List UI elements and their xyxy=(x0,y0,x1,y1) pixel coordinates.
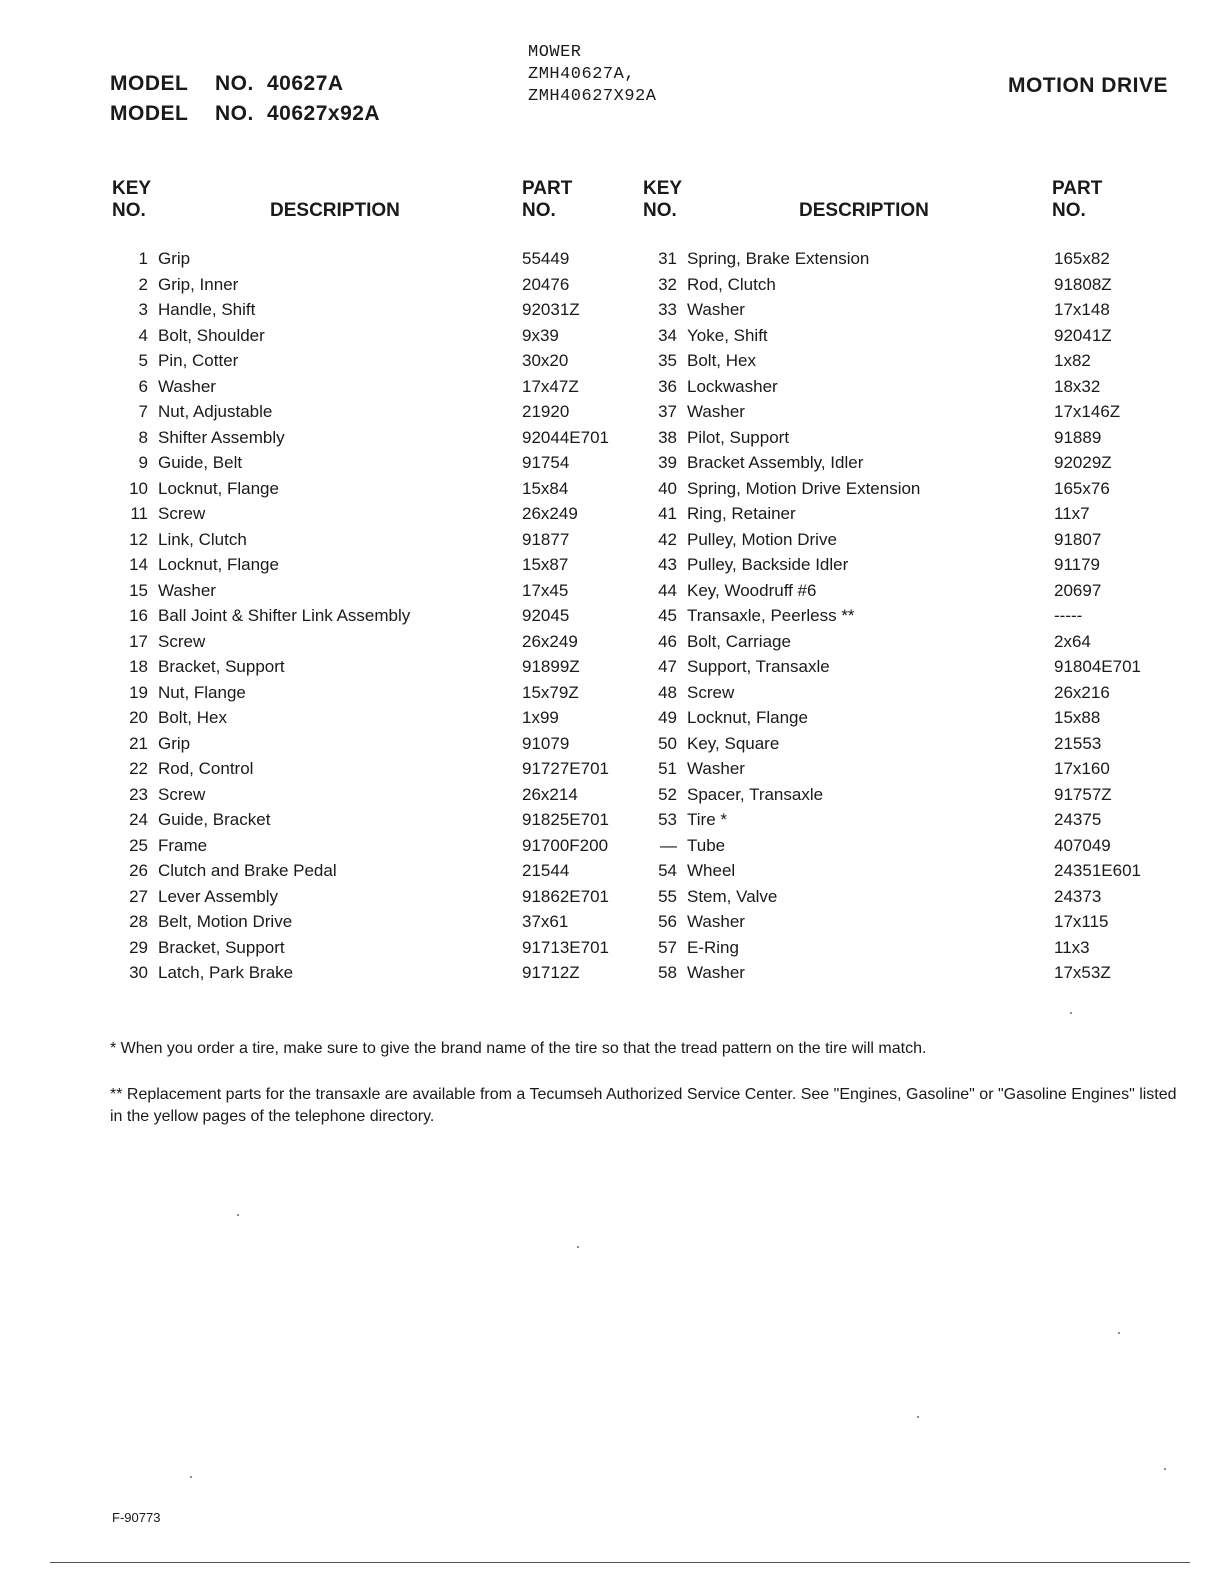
key-number: 12 xyxy=(129,529,148,549)
scan-speck xyxy=(917,1416,919,1418)
part-description: Pulley, Backside Idler xyxy=(687,555,849,574)
table-row xyxy=(110,323,630,349)
part-description: Link, Clutch xyxy=(158,529,247,549)
table-row xyxy=(640,629,1180,655)
part-description: Washer xyxy=(158,580,216,600)
key-number: 49 xyxy=(658,708,677,727)
part-description: E-Ring xyxy=(687,937,739,957)
key-number: 43 xyxy=(658,555,677,574)
table-row xyxy=(640,680,1180,706)
key-number: 53 xyxy=(658,810,677,829)
part-number: 11x7 xyxy=(1054,504,1090,523)
part-number: 17x53Z xyxy=(1054,963,1111,982)
part-description: Bolt, Shoulder xyxy=(158,325,265,345)
key-number: 15 xyxy=(129,580,148,600)
table-row xyxy=(110,374,630,400)
part-number: 91757Z xyxy=(1054,784,1112,804)
part-description: Screw xyxy=(158,631,206,651)
part-description: Belt, Motion Drive xyxy=(158,912,293,931)
note-transaxle: ** Replacement parts for the transaxle are available from a Tecumseh Authorized Service Center. See "Engines, Gasoline" or "Gasoline Engines" listed in the yellow pages of the telephone directory. xyxy=(110,1086,1177,1125)
key-number: 4 xyxy=(138,325,148,345)
part-number: 91899Z xyxy=(522,657,580,676)
table-row xyxy=(640,578,1180,604)
part-description: Lockwasher xyxy=(687,376,778,396)
part-number: 17x115 xyxy=(1054,912,1109,931)
part-number: 92045 xyxy=(522,606,570,625)
part-number: 91825E701 xyxy=(522,810,609,829)
part-description: Bolt, Hex xyxy=(687,351,756,370)
key-number: 52 xyxy=(658,784,677,804)
table-row xyxy=(110,348,630,374)
table-row xyxy=(110,807,630,833)
part-description: Locknut, Flange xyxy=(687,708,808,727)
key-number: 10 xyxy=(129,478,148,498)
col-header-description-left: DESCRIPTION xyxy=(270,200,400,221)
key-number: 31 xyxy=(658,249,677,268)
key-number: 17 xyxy=(129,631,148,651)
part-description: Screw xyxy=(687,682,735,702)
part-description: Pin, Cotter xyxy=(158,351,239,370)
model-no-label: NO. xyxy=(215,102,254,125)
part-description: Grip xyxy=(158,249,191,268)
key-number: 1 xyxy=(138,249,148,268)
table-row xyxy=(640,909,1180,935)
key-number: 55 xyxy=(658,886,677,906)
part-description: Nut, Flange xyxy=(158,682,246,702)
table-row xyxy=(110,782,630,808)
part-number: 91700F200 xyxy=(522,835,609,855)
note-tire: * When you order a tire, make sure to give the brand name of the tire so that the tread pattern on the tire will match. xyxy=(110,1040,927,1057)
key-number: 19 xyxy=(129,682,148,702)
table-row xyxy=(110,272,630,298)
table-row xyxy=(640,833,1180,859)
table-row xyxy=(640,246,1180,272)
key-number: 2 xyxy=(138,274,148,294)
part-number: 1x82 xyxy=(1054,351,1091,370)
part-description: Yoke, Shift xyxy=(687,325,768,345)
part-number: 21553 xyxy=(1054,733,1102,753)
part-number: 24351E601 xyxy=(1054,861,1141,880)
part-number: 91713E701 xyxy=(522,937,609,957)
part-description: Spacer, Transaxle xyxy=(687,784,824,804)
part-description: Locknut, Flange xyxy=(158,555,279,574)
part-description: Bolt, Hex xyxy=(158,708,227,727)
part-number: 2x64 xyxy=(1054,631,1091,651)
table-row xyxy=(640,399,1180,425)
key-number: 44 xyxy=(658,580,677,600)
table-row xyxy=(640,705,1180,731)
part-description: Guide, Belt xyxy=(158,453,243,472)
part-number: 91079 xyxy=(522,733,570,753)
key-number: 40 xyxy=(658,478,677,498)
part-number: 91754 xyxy=(522,453,570,472)
part-number: 91877 xyxy=(522,529,570,549)
model-number: 40627x92A xyxy=(267,102,381,125)
part-description: Frame xyxy=(158,835,208,855)
section-title: MOTION DRIVE xyxy=(1007,74,1168,97)
part-description: Spring, Brake Extension xyxy=(687,249,870,268)
part-description: Bracket, Support xyxy=(158,657,285,676)
table-row xyxy=(640,756,1180,782)
table-row xyxy=(110,960,630,986)
table-row xyxy=(640,323,1180,349)
key-number: 16 xyxy=(129,606,148,625)
parts-list-left xyxy=(110,246,630,986)
scan-speck xyxy=(1118,1332,1120,1334)
table-row xyxy=(110,297,630,323)
table-row xyxy=(110,246,630,272)
part-description: Grip xyxy=(158,733,191,753)
key-number: — xyxy=(660,835,677,855)
table-row xyxy=(110,527,630,553)
typed-line-model-2: ZMH40627X92A xyxy=(528,87,657,106)
part-number: 91862E701 xyxy=(522,886,609,906)
part-description: Rod, Clutch xyxy=(687,274,776,294)
part-number: 17x45 xyxy=(522,580,569,600)
table-row xyxy=(640,807,1180,833)
model-number: 40627A xyxy=(267,72,344,95)
part-description: Ball Joint & Shifter Link Assembly xyxy=(158,606,411,625)
typed-line-mower: MOWER xyxy=(528,43,582,62)
part-number: 91889 xyxy=(1054,427,1102,447)
part-description: Ring, Retainer xyxy=(687,504,796,523)
part-number: 15x87 xyxy=(522,555,569,574)
part-number: 91179 xyxy=(1054,555,1101,574)
part-number: 9x39 xyxy=(522,325,559,345)
table-row xyxy=(640,858,1180,884)
part-number: 92041Z xyxy=(1054,325,1112,345)
table-row xyxy=(640,297,1180,323)
part-description: Latch, Park Brake xyxy=(158,963,294,982)
key-number: 23 xyxy=(129,784,148,804)
part-number: 24375 xyxy=(1054,810,1102,829)
table-row xyxy=(640,348,1180,374)
key-number: 18 xyxy=(129,657,148,676)
model-label: MODEL xyxy=(110,102,189,125)
typed-line-model-1: ZMH40627A, xyxy=(528,65,636,84)
col-header-key-right: KEY NO. xyxy=(643,178,683,221)
part-number: 21544 xyxy=(522,861,570,880)
key-number: 41 xyxy=(658,504,677,523)
table-row xyxy=(640,782,1180,808)
part-description: Stem, Valve xyxy=(687,886,778,906)
part-number: 17x146Z xyxy=(1054,402,1121,421)
part-description: Tire * xyxy=(687,810,727,829)
table-row xyxy=(110,629,630,655)
form-number: F-90773 xyxy=(112,1510,161,1525)
key-number: 27 xyxy=(129,886,148,906)
key-number: 25 xyxy=(129,835,148,855)
key-number: 7 xyxy=(138,402,148,421)
part-number: ----- xyxy=(1054,606,1083,625)
part-number: 37x61 xyxy=(522,912,569,931)
key-number: 37 xyxy=(658,402,677,421)
model-label: MODEL xyxy=(110,72,189,95)
part-description: Screw xyxy=(158,784,206,804)
key-number: 24 xyxy=(129,810,148,829)
part-number: 24373 xyxy=(1054,886,1102,906)
part-number: 92029Z xyxy=(1054,453,1112,472)
part-description: Grip, Inner xyxy=(158,274,239,294)
table-row xyxy=(640,960,1180,986)
part-description: Bracket, Support xyxy=(158,937,285,957)
part-number: 91727E701 xyxy=(522,759,609,778)
part-number: 20476 xyxy=(522,274,570,294)
table-row xyxy=(110,680,630,706)
part-description: Support, Transaxle xyxy=(687,657,830,676)
table-row xyxy=(640,272,1180,298)
table-row xyxy=(110,552,630,578)
part-number: 1x99 xyxy=(522,708,559,727)
table-row xyxy=(110,833,630,859)
key-number: 9 xyxy=(138,453,148,472)
key-number: 36 xyxy=(658,376,677,396)
key-number: 35 xyxy=(658,351,677,370)
key-number: 21 xyxy=(129,733,148,753)
part-description: Washer xyxy=(158,376,216,396)
table-row xyxy=(110,501,630,527)
table-row xyxy=(640,450,1180,476)
part-number: 91807 xyxy=(1054,529,1102,549)
model-line-1 xyxy=(110,72,344,96)
part-number: 91804E701 xyxy=(1054,657,1141,676)
table-row xyxy=(110,399,630,425)
key-number: 5 xyxy=(138,351,148,370)
key-number: 57 xyxy=(658,937,677,957)
part-description: Washer xyxy=(687,963,745,982)
part-description: Shifter Assembly xyxy=(158,427,285,447)
part-number: 55449 xyxy=(522,249,570,268)
table-row xyxy=(640,654,1180,680)
part-description: Washer xyxy=(687,759,745,778)
key-number: 34 xyxy=(658,325,677,345)
parts-list-right xyxy=(640,246,1180,986)
part-number: 26x214 xyxy=(522,784,578,804)
table-row xyxy=(110,603,630,629)
part-description: Wheel xyxy=(687,861,736,880)
table-row xyxy=(640,603,1180,629)
scan-speck xyxy=(1070,1012,1072,1014)
part-number: 30x20 xyxy=(522,351,569,370)
bottom-rule xyxy=(50,1562,1190,1563)
col-header-description-right: DESCRIPTION xyxy=(799,200,929,221)
part-number: 407049 xyxy=(1054,835,1111,855)
key-number: 45 xyxy=(658,606,677,625)
part-description: Washer xyxy=(687,300,745,319)
table-row xyxy=(110,476,630,502)
key-number: 47 xyxy=(658,657,677,676)
table-row xyxy=(110,884,630,910)
part-description: Clutch and Brake Pedal xyxy=(158,861,337,880)
table-row xyxy=(110,450,630,476)
part-number: 92031Z xyxy=(522,300,580,319)
part-number: 91808Z xyxy=(1054,274,1112,294)
part-description: Guide, Bracket xyxy=(158,810,271,829)
table-row xyxy=(640,501,1180,527)
table-row xyxy=(640,884,1180,910)
key-number: 14 xyxy=(129,555,148,574)
table-row xyxy=(110,756,630,782)
table-row xyxy=(640,476,1180,502)
part-number: 17x148 xyxy=(1054,300,1110,319)
table-row xyxy=(110,425,630,451)
col-header-part-right: PART NO. xyxy=(1052,178,1103,221)
key-number: 33 xyxy=(658,300,677,319)
table-row xyxy=(640,552,1180,578)
table-row xyxy=(640,425,1180,451)
part-description: Spring, Motion Drive Extension xyxy=(687,478,921,498)
key-number: 58 xyxy=(658,963,677,982)
part-description: Rod, Control xyxy=(158,759,254,778)
part-number: 26x249 xyxy=(522,504,578,523)
part-number: 92044E701 xyxy=(522,427,609,447)
key-number: 3 xyxy=(138,300,148,319)
part-description: Washer xyxy=(687,912,745,931)
typed-model-block xyxy=(528,42,656,108)
table-row xyxy=(110,858,630,884)
col-header-key-left: KEY NO. xyxy=(112,178,152,221)
part-number: 15x88 xyxy=(1054,708,1101,727)
key-number: 32 xyxy=(658,274,677,294)
part-description: Pilot, Support xyxy=(687,427,790,447)
part-description: Bracket Assembly, Idler xyxy=(687,453,864,472)
part-number: 17x47Z xyxy=(522,376,579,396)
table-row xyxy=(110,935,630,961)
scan-speck xyxy=(1164,1468,1166,1470)
table-row xyxy=(110,731,630,757)
key-number: 51 xyxy=(658,759,677,778)
part-number: 17x160 xyxy=(1054,759,1110,778)
part-number: 15x79Z xyxy=(522,682,579,702)
part-description: Washer xyxy=(687,402,745,421)
part-number: 26x216 xyxy=(1054,682,1110,702)
part-number: 18x32 xyxy=(1054,376,1101,396)
key-number: 26 xyxy=(129,861,148,880)
key-number: 56 xyxy=(658,912,677,931)
part-number: 15x84 xyxy=(522,478,569,498)
key-number: 50 xyxy=(658,733,677,753)
key-number: 48 xyxy=(658,682,677,702)
table-row xyxy=(110,578,630,604)
part-number: 11x3 xyxy=(1054,937,1090,957)
scan-speck xyxy=(577,1246,579,1248)
key-number: 22 xyxy=(129,759,148,778)
key-number: 39 xyxy=(658,453,677,472)
scan-speck xyxy=(237,1214,239,1216)
table-row xyxy=(640,731,1180,757)
part-description: Pulley, Motion Drive xyxy=(687,529,837,549)
part-description: Key, Square xyxy=(687,733,780,753)
part-description: Handle, Shift xyxy=(158,300,256,319)
scan-speck xyxy=(190,1476,192,1478)
key-number: 46 xyxy=(658,631,677,651)
part-description: Lever Assembly xyxy=(158,886,278,906)
table-row xyxy=(110,909,630,935)
model-line-2 xyxy=(110,102,380,126)
part-description: Tube xyxy=(687,835,726,855)
part-description: Key, Woodruff #6 xyxy=(687,580,817,600)
key-number: 20 xyxy=(129,708,148,727)
part-description: Screw xyxy=(158,504,206,523)
col-header-part-left: PART NO. xyxy=(522,178,573,221)
key-number: 54 xyxy=(658,861,677,880)
part-description: Locknut, Flange xyxy=(158,478,279,498)
model-no-label: NO. xyxy=(215,72,254,95)
part-number: 165x82 xyxy=(1054,249,1110,268)
table-row xyxy=(110,654,630,680)
part-description: Bolt, Carriage xyxy=(687,631,791,651)
part-number: 21920 xyxy=(522,402,570,421)
key-number: 6 xyxy=(138,376,148,396)
part-number: 20697 xyxy=(1054,580,1102,600)
table-row xyxy=(640,374,1180,400)
key-number: 38 xyxy=(658,427,677,447)
key-number: 8 xyxy=(138,427,148,447)
key-number: 30 xyxy=(129,963,148,982)
part-number: 91712Z xyxy=(522,963,580,982)
part-description: Nut, Adjustable xyxy=(158,402,273,421)
table-row xyxy=(640,527,1180,553)
table-row xyxy=(640,935,1180,961)
part-description: Transaxle, Peerless ** xyxy=(687,606,855,625)
key-number: 28 xyxy=(129,912,148,931)
key-number: 29 xyxy=(129,937,148,957)
part-number: 26x249 xyxy=(522,631,578,651)
key-number: 11 xyxy=(130,504,148,523)
part-number: 165x76 xyxy=(1054,478,1110,498)
key-number: 42 xyxy=(658,529,677,549)
table-row xyxy=(110,705,630,731)
